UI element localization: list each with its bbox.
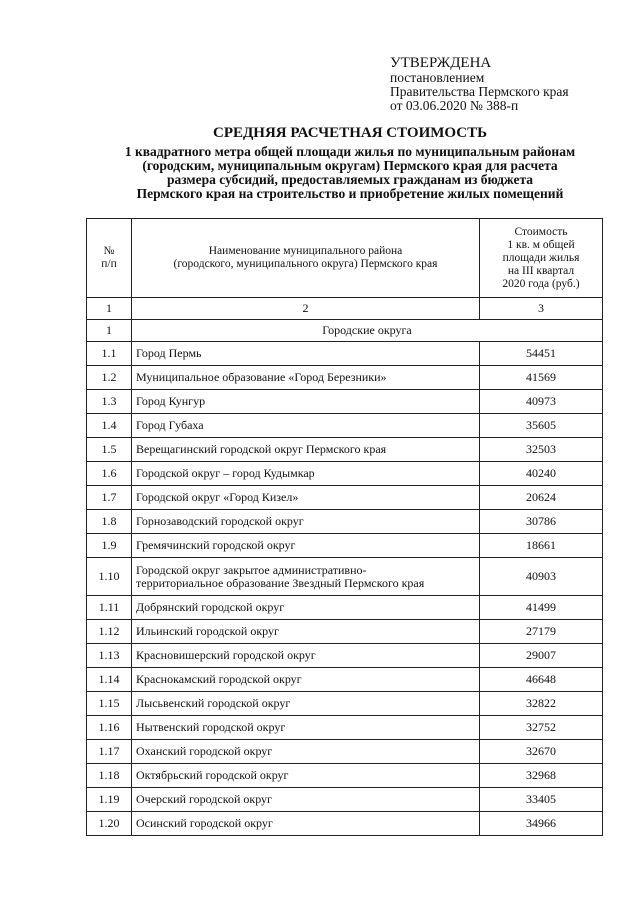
row-value: 40903 xyxy=(480,558,603,596)
row-value: 29007 xyxy=(480,644,603,668)
row-value: 40973 xyxy=(480,390,603,414)
row-num: 1.18 xyxy=(87,764,132,788)
row-value: 32822 xyxy=(480,692,603,716)
row-value: 33405 xyxy=(480,788,603,812)
row-name: Оханский городской округ xyxy=(132,740,480,764)
row-name: Городской округ – город Кудымкар xyxy=(132,462,480,486)
table-row xyxy=(87,764,603,788)
table-row xyxy=(87,740,603,764)
row-value: 30786 xyxy=(480,510,603,534)
table-row xyxy=(87,342,603,366)
subtitle-line: размера субсидий, предоставляемых гражданам из бюджета xyxy=(166,172,534,187)
document-title: СРЕДНЯЯ РАСЧЕТНАЯ СТОИМОСТЬ xyxy=(212,125,488,141)
row-value: 40240 xyxy=(480,462,603,486)
row-name: Верещагинский городской округ Пермского края xyxy=(132,438,480,462)
table-row xyxy=(87,620,603,644)
row-name: Красновишерский городской округ xyxy=(132,644,480,668)
row-value: 41569 xyxy=(480,366,603,390)
row-name: Нытвенский городской округ xyxy=(132,716,480,740)
row-value: 41499 xyxy=(480,596,603,620)
table-row xyxy=(87,438,603,462)
row-num: 1.13 xyxy=(87,644,132,668)
row-value: 32503 xyxy=(480,438,603,462)
row-name: Город Губаха xyxy=(132,414,480,438)
table-row xyxy=(87,366,603,390)
section-row xyxy=(87,320,603,342)
header-num: № п/п xyxy=(87,219,132,298)
row-num: 1.15 xyxy=(87,692,132,716)
row-name: Добрянский городской округ xyxy=(132,596,480,620)
row-num: 1.8 xyxy=(87,510,132,534)
row-num: 1.5 xyxy=(87,438,132,462)
table-row xyxy=(87,510,603,534)
table-row xyxy=(87,692,603,716)
table-row xyxy=(87,644,603,668)
approval-line-4: от 03.06.2020 № 388-п xyxy=(390,98,519,113)
row-value: 54451 xyxy=(480,342,603,366)
row-name: Краснокамский городской округ xyxy=(132,668,480,692)
table-row xyxy=(87,788,603,812)
row-num: 1.6 xyxy=(87,462,132,486)
row-num: 1.9 xyxy=(87,534,132,558)
header-name: Наименование муниципального района (городского, муниципального округа) Пермского края xyxy=(132,219,480,298)
row-name: Городской округ «Город Кизел» xyxy=(132,486,480,510)
row-num: 1.7 xyxy=(87,486,132,510)
table-row xyxy=(87,812,603,836)
row-value: 46648 xyxy=(480,668,603,692)
approval-line-2: постановлением xyxy=(390,70,485,85)
row-num: 1.20 xyxy=(87,812,132,836)
row-num: 1.12 xyxy=(87,620,132,644)
approval-heading: УТВЕРЖДЕНА xyxy=(390,55,492,71)
column-number: 2 xyxy=(132,298,480,320)
table-row xyxy=(87,534,603,558)
row-num: 1.11 xyxy=(87,596,132,620)
row-num: 1.19 xyxy=(87,788,132,812)
table-header-row xyxy=(87,219,603,298)
row-name: Гремячинский городской округ xyxy=(132,534,480,558)
row-num: 1.10 xyxy=(87,558,132,596)
row-num: 1.4 xyxy=(87,414,132,438)
subtitle-line: 1 квадратного метра общей площади жилья по муниципальным районам xyxy=(124,144,576,159)
table-row xyxy=(87,558,603,596)
row-name: Лысьвенский городской округ xyxy=(132,692,480,716)
table-row xyxy=(87,414,603,438)
row-name: Муниципальное образование «Город Березники» xyxy=(132,366,480,390)
subtitle-line: Пермского края на строительство и приобретение жилых помещений xyxy=(136,186,564,201)
row-name: Ильинский городской округ xyxy=(132,620,480,644)
row-value: 18661 xyxy=(480,534,603,558)
row-value: 27179 xyxy=(480,620,603,644)
row-name: Городской округ закрытое административно- территориальное образование Звездный Пермского края xyxy=(132,558,480,596)
table-row xyxy=(87,596,603,620)
table-row xyxy=(87,486,603,510)
section-num: 1 xyxy=(87,320,132,342)
row-num: 1.2 xyxy=(87,366,132,390)
row-name: Город Кунгур xyxy=(132,390,480,414)
approval-line-3: Правительства Пермского края xyxy=(390,84,569,99)
row-num: 1.14 xyxy=(87,668,132,692)
approval-block xyxy=(390,55,635,113)
row-num: 1.17 xyxy=(87,740,132,764)
row-value: 32670 xyxy=(480,740,603,764)
row-num: 1.1 xyxy=(87,342,132,366)
section-title: Городские округа xyxy=(132,320,603,342)
row-value: 34966 xyxy=(480,812,603,836)
row-num: 1.3 xyxy=(87,390,132,414)
table-row xyxy=(87,668,603,692)
row-name: Октябрьский городской округ xyxy=(132,764,480,788)
row-value: 20624 xyxy=(480,486,603,510)
row-value: 32968 xyxy=(480,764,603,788)
row-num: 1.16 xyxy=(87,716,132,740)
row-value: 32752 xyxy=(480,716,603,740)
subtitle-line: (городским, муниципальным округам) Пермского края для расчета xyxy=(142,158,558,173)
column-number: 3 xyxy=(480,298,603,320)
document-subtitle xyxy=(60,145,640,201)
row-name: Осинский городской округ xyxy=(132,812,480,836)
header-cost: Стоимость 1 кв. м общей площади жилья на III квартал 2020 года (руб.) xyxy=(480,219,603,298)
table-row xyxy=(87,390,603,414)
table-row xyxy=(87,716,603,740)
table-row xyxy=(87,462,603,486)
row-name: Очерский городской округ xyxy=(132,788,480,812)
cost-table xyxy=(86,218,603,836)
column-number-row xyxy=(87,298,603,320)
column-number: 1 xyxy=(87,298,132,320)
row-name: Город Пермь xyxy=(132,342,480,366)
row-value: 35605 xyxy=(480,414,603,438)
row-name: Горнозаводский городской округ xyxy=(132,510,480,534)
